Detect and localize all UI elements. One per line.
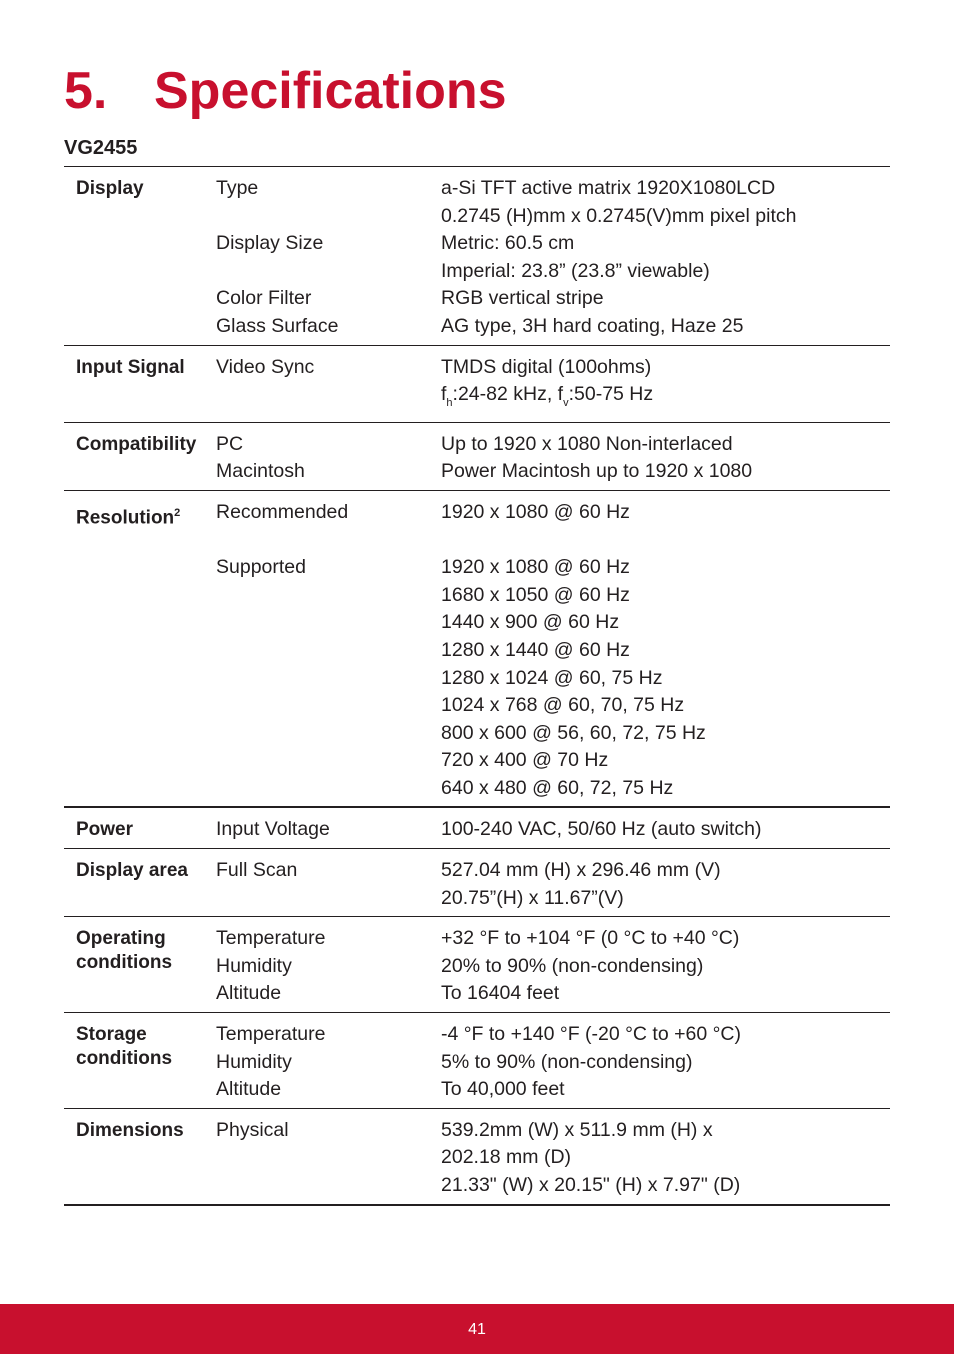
category-label: Input Signal [76,356,185,378]
sub-labels [216,499,441,803]
value: 539.2mm (W) x 511.9 mm (H) x [441,1118,713,1141]
supported-mode: 1440 x 900 @ 60 Hz [441,611,620,634]
sub-labels [216,354,441,418]
category-label: Display [76,178,144,199]
supported-mode: 720 x 400 @ 70 Hz [441,749,609,772]
value: Metric: 60.5 cm [441,232,575,255]
category-line: conditions [76,1048,173,1070]
category-label: Dimensions [76,1119,184,1141]
supported-mode: 1280 x 1024 @ 60, 75 Hz [441,666,663,689]
value: 21.33" (W) x 20.15" (H) x 7.97" (D) [441,1174,741,1196]
spec-row-operating-conditions [64,917,890,1013]
page-footer [0,1304,954,1354]
supported-mode: 1024 x 768 @ 60, 70, 75 Hz [441,694,685,717]
spec-row-compatibility [64,423,890,491]
value: 100-240 VAC, 50/60 Hz (auto switch) [441,818,762,841]
sub-label: Glass Surface [216,314,339,337]
values [441,175,890,341]
value: Power Macintosh up to 1920 x 1080 [441,460,753,483]
spec-row-resolution [64,491,890,809]
sub-labels [216,1021,441,1104]
sub-label: Temperature [216,1023,326,1046]
value: 0.2745 (H)mm x 0.2745(V)mm pixel pitch [441,204,797,227]
values [441,499,890,803]
sub-label: Altitude [216,982,282,1005]
spec-table [64,166,890,1206]
spec-row-dimensions [64,1109,890,1206]
sub-label: Humidity [216,954,292,977]
category-label: Compatibility [76,433,197,455]
value: 1920 x 1080 @ 60 Hz [441,500,630,523]
sub-labels [216,816,441,844]
sub-label: Supported [216,556,306,579]
subscript: v [563,397,569,410]
value: Imperial: 23.8” (23.8” viewable) [441,259,710,282]
page-number: 41 [468,1321,486,1338]
value: 20.75”(H) x 11.67”(V) [441,886,624,909]
value: -4 °F to +140 °F (-20 °C to +60 °C) [441,1023,741,1046]
sub-label: Macintosh [216,460,305,483]
value: +32 °F to +104 °F (0 °C to +40 °C) [441,927,740,950]
values [441,857,890,912]
sub-labels [216,857,441,912]
sub-label: Full Scan [216,859,298,882]
value-part: :50-75 Hz [568,383,654,406]
category-line: Operating [76,928,166,950]
value: TMDS digital (100ohms) [441,355,652,378]
value-part: :24-82 kHz, f [452,383,564,406]
category-label [64,925,216,1008]
sub-label: Color Filter [216,287,312,310]
spec-row-input-signal [64,346,890,423]
category-line: conditions [76,952,173,974]
sub-label: Type [216,177,259,199]
value: To 40,000 feet [441,1078,565,1101]
value-part: f [441,383,447,406]
sub-labels [216,1117,441,1200]
supported-mode: 800 x 600 @ 56, 60, 72, 75 Hz [441,721,706,744]
spec-row-display [64,167,890,346]
value: To 16404 feet [441,982,560,1005]
supported-mode: 1680 x 1050 @ 60 Hz [441,583,630,606]
sub-label: Display Size [216,232,324,255]
values [441,1117,890,1200]
category-label [64,499,216,803]
value: Up to 1920 x 1080 Non-interlaced [441,432,733,455]
sub-label: Humidity [216,1050,292,1073]
spec-row-display-area [64,849,890,917]
category-label: Display area [76,860,188,882]
sub-label: Input Voltage [216,818,330,841]
section-title: Specifications [154,62,507,120]
values [441,354,890,418]
sub-label: Physical [216,1118,289,1141]
values [441,925,890,1008]
value: a-Si TFT active matrix 1920X1080LCD [441,177,776,199]
section-number: 5. [64,62,108,120]
value [441,381,890,418]
sub-labels [216,175,441,341]
model-name: VG2455 [64,137,138,159]
sub-labels [216,431,441,486]
sub-labels [216,925,441,1008]
values [441,1021,890,1104]
sub-label: Altitude [216,1078,282,1101]
value: RGB vertical stripe [441,287,604,310]
supported-mode: 640 x 480 @ 60, 72, 75 Hz [441,776,674,799]
footnote-marker: 2 [174,506,181,519]
spec-row-power [64,808,890,849]
category-label: Power [76,819,134,841]
subscript: h [446,397,453,410]
values [441,816,890,844]
supported-mode: 1920 x 1080 @ 60 Hz [441,556,630,579]
category-line: Storage [76,1024,147,1046]
value: 202.18 mm (D) [441,1146,572,1169]
value: 527.04 mm (H) x 296.46 mm (V) [441,859,721,882]
value: 20% to 90% (non-condensing) [441,954,704,977]
supported-mode: 1280 x 1440 @ 60 Hz [441,638,630,661]
spec-row-storage-conditions [64,1013,890,1109]
page-title [64,60,507,122]
category-text: Resolution [76,507,175,529]
sub-label: Video Sync [216,355,315,378]
values [441,431,890,486]
value: AG type, 3H hard coating, Haze 25 [441,314,744,337]
sub-label: Recommended [216,500,349,523]
value: 5% to 90% (non-condensing) [441,1050,693,1073]
sub-label: PC [216,432,244,455]
sub-label: Temperature [216,927,326,950]
category-label [64,1021,216,1104]
